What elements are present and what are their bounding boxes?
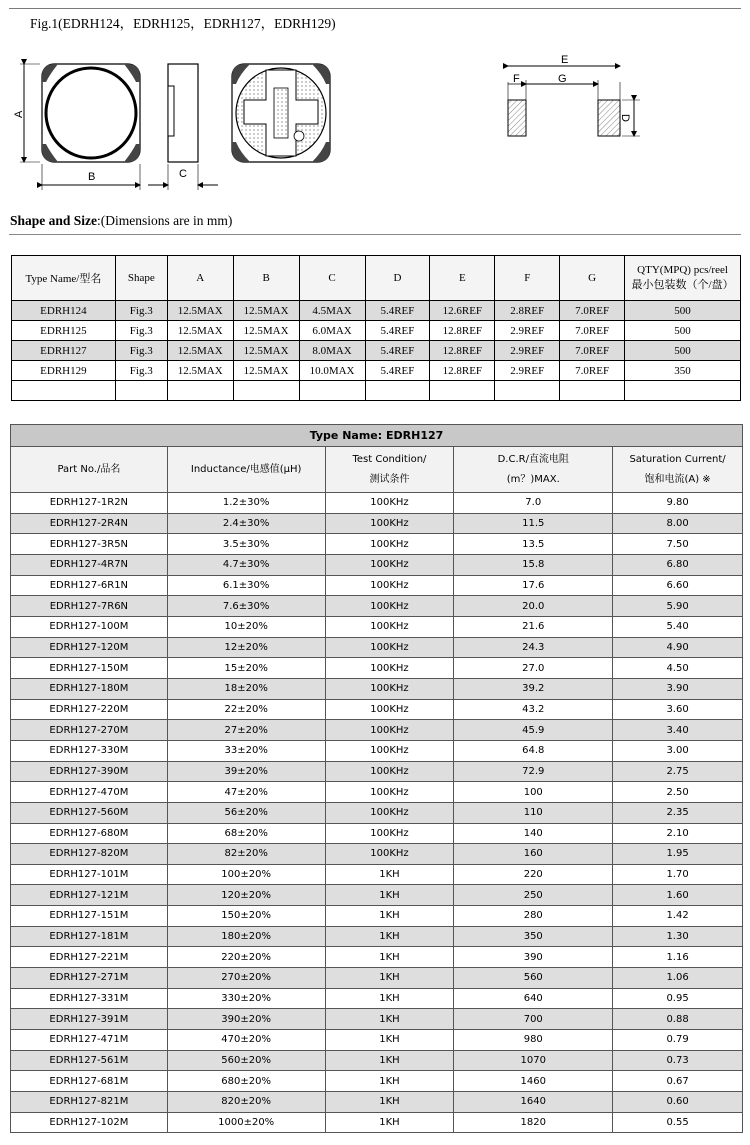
table-cell: 0.88 bbox=[613, 1009, 743, 1030]
table-cell: 3.60 bbox=[613, 699, 743, 720]
table-cell: 7.6±30% bbox=[167, 596, 325, 617]
table-cell: EDRH127-101M bbox=[11, 864, 168, 885]
table-cell: 24.3 bbox=[454, 637, 613, 658]
table-row bbox=[11, 720, 743, 741]
table-cell: 220±20% bbox=[167, 947, 325, 968]
header-type-name: Type Name/型名 bbox=[12, 256, 116, 301]
table-row bbox=[11, 968, 743, 989]
table-cell: 350 bbox=[625, 361, 741, 381]
dim-label-e: E bbox=[561, 54, 569, 66]
table-cell: 100KHz bbox=[325, 575, 454, 596]
header-g: G bbox=[560, 256, 625, 301]
table-cell: 12.5MAX bbox=[233, 301, 299, 321]
table-cell bbox=[495, 381, 560, 401]
table-cell: 250 bbox=[454, 885, 613, 906]
table-row bbox=[11, 637, 743, 658]
table-cell: EDRH127-330M bbox=[11, 740, 168, 761]
header-part-no: Part No./品名 bbox=[11, 447, 168, 493]
table-cell: 100KHz bbox=[325, 616, 454, 637]
table-cell: 7.0REF bbox=[560, 341, 625, 361]
table-cell: 13.5 bbox=[454, 534, 613, 555]
table-cell: EDRH127-180M bbox=[11, 678, 168, 699]
table-cell: 330±20% bbox=[167, 988, 325, 1009]
table-cell: 10±20% bbox=[167, 616, 325, 637]
table-cell: 390±20% bbox=[167, 1009, 325, 1030]
table-cell: 12.6REF bbox=[430, 301, 495, 321]
table-cell: 2.4±30% bbox=[167, 513, 325, 534]
table-cell: 17.6 bbox=[454, 575, 613, 596]
table-cell: 3.00 bbox=[613, 740, 743, 761]
header-a: A bbox=[167, 256, 233, 301]
table-row bbox=[11, 988, 743, 1009]
table-cell: 7.0REF bbox=[560, 361, 625, 381]
table-cell: 1460 bbox=[454, 1071, 613, 1092]
table-cell: Fig.3 bbox=[115, 361, 167, 381]
table-row bbox=[11, 802, 743, 823]
table-cell: EDRH127-1R2N bbox=[11, 493, 168, 514]
table-row bbox=[11, 761, 743, 782]
dim-label-a: A bbox=[13, 110, 25, 118]
table-row bbox=[11, 885, 743, 906]
table-cell: 5.4REF bbox=[365, 341, 430, 361]
table-cell: EDRH127-7R6N bbox=[11, 596, 168, 617]
table-cell: 100KHz bbox=[325, 493, 454, 514]
table-cell: EDRH127-561M bbox=[11, 1050, 168, 1071]
table-cell: EDRH125 bbox=[12, 321, 116, 341]
table-cell: EDRH127-271M bbox=[11, 968, 168, 989]
table-cell: 1.30 bbox=[613, 926, 743, 947]
table-cell: 5.4REF bbox=[365, 361, 430, 381]
table-row bbox=[11, 926, 743, 947]
dim-label-f: F bbox=[513, 73, 520, 85]
table-cell: EDRH127-681M bbox=[11, 1071, 168, 1092]
table-cell: EDRH127-121M bbox=[11, 885, 168, 906]
table-cell: 12.8REF bbox=[430, 321, 495, 341]
table-cell: 12.5MAX bbox=[233, 361, 299, 381]
spec-table-title: Type Name: EDRH127 bbox=[11, 425, 743, 447]
header-b: B bbox=[233, 256, 299, 301]
dim-label-b: B bbox=[88, 171, 96, 183]
table-cell: 150±20% bbox=[167, 906, 325, 927]
table-cell: 33±20% bbox=[167, 740, 325, 761]
table-cell: EDRH127-390M bbox=[11, 761, 168, 782]
table-cell: 10.0MAX bbox=[299, 361, 365, 381]
table-cell: 680±20% bbox=[167, 1071, 325, 1092]
table-cell: EDRH127-120M bbox=[11, 637, 168, 658]
dim-label-d: D bbox=[619, 114, 631, 122]
table-cell: EDRH127-100M bbox=[11, 616, 168, 637]
table-cell: EDRH127-471M bbox=[11, 1030, 168, 1051]
table-cell: 270±20% bbox=[167, 968, 325, 989]
inductor-drawings bbox=[0, 40, 750, 200]
table-cell: Fig.3 bbox=[115, 341, 167, 361]
table-cell: 1KH bbox=[325, 926, 454, 947]
table-row bbox=[11, 823, 743, 844]
table-cell: 1KH bbox=[325, 1030, 454, 1051]
table-cell: 3.90 bbox=[613, 678, 743, 699]
dimensions-table bbox=[11, 255, 741, 401]
table-cell: 12.8REF bbox=[430, 361, 495, 381]
bottom-view-drawing bbox=[232, 64, 330, 162]
table-cell: 160 bbox=[454, 844, 613, 865]
dim-label-g: G bbox=[558, 73, 567, 85]
table-cell: 1.42 bbox=[613, 906, 743, 927]
table-cell: EDRH129 bbox=[12, 361, 116, 381]
table-cell: 56±20% bbox=[167, 802, 325, 823]
table-row bbox=[11, 596, 743, 617]
table-cell: 20.0 bbox=[454, 596, 613, 617]
table-cell: 5.4REF bbox=[365, 321, 430, 341]
table-cell: EDRH127-150M bbox=[11, 658, 168, 679]
empty-row bbox=[12, 381, 741, 401]
table-cell: 12±20% bbox=[167, 637, 325, 658]
table-cell: EDRH127-181M bbox=[11, 926, 168, 947]
table-cell: 100KHz bbox=[325, 802, 454, 823]
table-cell: 2.50 bbox=[613, 782, 743, 803]
table-cell: 39±20% bbox=[167, 761, 325, 782]
table-cell: EDRH127-820M bbox=[11, 844, 168, 865]
top-view-drawing bbox=[20, 64, 140, 190]
table-cell: 39.2 bbox=[454, 678, 613, 699]
table-cell: 12.5MAX bbox=[167, 321, 233, 341]
table-row bbox=[12, 361, 741, 381]
table-row bbox=[11, 493, 743, 514]
table-cell: 4.90 bbox=[613, 637, 743, 658]
table-cell: EDRH127-270M bbox=[11, 720, 168, 741]
table-cell: 27.0 bbox=[454, 658, 613, 679]
table-cell: 100KHz bbox=[325, 823, 454, 844]
table-cell bbox=[299, 381, 365, 401]
table-cell: 100KHz bbox=[325, 554, 454, 575]
table-row bbox=[11, 1050, 743, 1071]
table-cell: EDRH127-331M bbox=[11, 988, 168, 1009]
table-cell: EDRH127-3R5N bbox=[11, 534, 168, 555]
table-row bbox=[11, 616, 743, 637]
table-cell: 110 bbox=[454, 802, 613, 823]
table-cell: EDRH127-470M bbox=[11, 782, 168, 803]
table-cell: 2.9REF bbox=[495, 361, 560, 381]
table-row bbox=[11, 699, 743, 720]
table-cell: 1000±20% bbox=[167, 1112, 325, 1133]
header-inductance: Inductance/电感值(μH) bbox=[167, 447, 325, 493]
table-cell: 100KHz bbox=[325, 720, 454, 741]
table-cell: 1KH bbox=[325, 1112, 454, 1133]
table-row bbox=[11, 534, 743, 555]
table-row bbox=[11, 1030, 743, 1051]
table-cell: 2.8REF bbox=[495, 301, 560, 321]
table-cell: 6.60 bbox=[613, 575, 743, 596]
table-cell: 12.5MAX bbox=[233, 321, 299, 341]
table-cell: 21.6 bbox=[454, 616, 613, 637]
table-cell: 140 bbox=[454, 823, 613, 844]
table-cell: 27±20% bbox=[167, 720, 325, 741]
shape-size-title: Shape and Size:(Dimensions are in mm) bbox=[10, 213, 233, 228]
header-saturation-current: Saturation Current/ 饱和电流(A) ※ bbox=[613, 447, 743, 493]
table-cell bbox=[233, 381, 299, 401]
table-row bbox=[11, 1112, 743, 1133]
table-cell: 2.35 bbox=[613, 802, 743, 823]
table-cell: 12.5MAX bbox=[233, 341, 299, 361]
table-cell: 0.55 bbox=[613, 1112, 743, 1133]
table-cell: EDRH127-151M bbox=[11, 906, 168, 927]
header-test-condition: Test Condition/ 测试条件 bbox=[325, 447, 454, 493]
table-cell: 82±20% bbox=[167, 844, 325, 865]
table-cell: 6.0MAX bbox=[299, 321, 365, 341]
dim-label-c: C bbox=[179, 168, 187, 180]
table-cell: 43.2 bbox=[454, 699, 613, 720]
table-cell: 47±20% bbox=[167, 782, 325, 803]
table-row bbox=[11, 1009, 743, 1030]
table-cell: EDRH127-102M bbox=[11, 1112, 168, 1133]
table-cell: 2.9REF bbox=[495, 321, 560, 341]
table-cell: EDRH124 bbox=[12, 301, 116, 321]
table-cell: 7.0 bbox=[454, 493, 613, 514]
table-cell: EDRH127-221M bbox=[11, 947, 168, 968]
table-cell: 350 bbox=[454, 926, 613, 947]
table-cell: 1KH bbox=[325, 947, 454, 968]
table-row bbox=[12, 341, 741, 361]
table-cell: 5.40 bbox=[613, 616, 743, 637]
table-row bbox=[11, 575, 743, 596]
table-cell: 0.73 bbox=[613, 1050, 743, 1071]
table-row bbox=[11, 947, 743, 968]
table-cell: 9.80 bbox=[613, 493, 743, 514]
table-cell: 22±20% bbox=[167, 699, 325, 720]
table-cell: 1KH bbox=[325, 885, 454, 906]
table-cell bbox=[12, 381, 116, 401]
table-cell: 500 bbox=[625, 341, 741, 361]
table-row bbox=[11, 1092, 743, 1113]
table-cell: 6.1±30% bbox=[167, 575, 325, 596]
table-cell: 560±20% bbox=[167, 1050, 325, 1071]
table-cell: 2.9REF bbox=[495, 341, 560, 361]
table-cell: 1KH bbox=[325, 1050, 454, 1071]
table-cell: 1070 bbox=[454, 1050, 613, 1071]
table-cell: 390 bbox=[454, 947, 613, 968]
table-cell: 72.9 bbox=[454, 761, 613, 782]
table-cell: 1.70 bbox=[613, 864, 743, 885]
table-cell: 3.5±30% bbox=[167, 534, 325, 555]
table-cell: 8.00 bbox=[613, 513, 743, 534]
table-row bbox=[12, 321, 741, 341]
table-cell: 5.90 bbox=[613, 596, 743, 617]
table-cell: 7.50 bbox=[613, 534, 743, 555]
table-cell: 100KHz bbox=[325, 637, 454, 658]
table-cell bbox=[167, 381, 233, 401]
table-cell: 470±20% bbox=[167, 1030, 325, 1051]
figure-title: Fig.1(EDRH124，EDRH125，EDRH127，EDRH129) bbox=[30, 16, 336, 31]
table-cell: 120±20% bbox=[167, 885, 325, 906]
table-cell bbox=[115, 381, 167, 401]
table-row bbox=[11, 844, 743, 865]
table-cell: 15±20% bbox=[167, 658, 325, 679]
table-cell: 280 bbox=[454, 906, 613, 927]
header-dcr: D.C.R/直流电阻 (m？)MAX. bbox=[454, 447, 613, 493]
table-cell: 4.7±30% bbox=[167, 554, 325, 575]
table-cell: EDRH127 bbox=[12, 341, 116, 361]
section-rule bbox=[9, 234, 741, 235]
table-cell: 500 bbox=[625, 321, 741, 341]
table-cell: 1.2±30% bbox=[167, 493, 325, 514]
table-cell: 1.06 bbox=[613, 968, 743, 989]
table-cell: 0.60 bbox=[613, 1092, 743, 1113]
table-cell: 980 bbox=[454, 1030, 613, 1051]
table-cell: 68±20% bbox=[167, 823, 325, 844]
table-cell: 1KH bbox=[325, 1009, 454, 1030]
table-cell: 3.40 bbox=[613, 720, 743, 741]
table-cell: 1KH bbox=[325, 1071, 454, 1092]
table-cell: 0.67 bbox=[613, 1071, 743, 1092]
table-cell: 640 bbox=[454, 988, 613, 1009]
table-row bbox=[11, 740, 743, 761]
table-cell: 6.80 bbox=[613, 554, 743, 575]
table-cell: 18±20% bbox=[167, 678, 325, 699]
table-cell: 1KH bbox=[325, 988, 454, 1009]
table-cell: 100KHz bbox=[325, 740, 454, 761]
table-cell: 820±20% bbox=[167, 1092, 325, 1113]
table-cell: 45.9 bbox=[454, 720, 613, 741]
table-row bbox=[11, 658, 743, 679]
table-cell: 100KHz bbox=[325, 782, 454, 803]
table-cell bbox=[560, 381, 625, 401]
table-cell: 100KHz bbox=[325, 844, 454, 865]
top-rule bbox=[9, 8, 741, 9]
table-cell: EDRH127-821M bbox=[11, 1092, 168, 1113]
table-cell: 4.50 bbox=[613, 658, 743, 679]
table-row bbox=[11, 864, 743, 885]
table-cell: 7.0REF bbox=[560, 321, 625, 341]
table-cell: 100KHz bbox=[325, 658, 454, 679]
header-qty: QTY(MPQ) pcs/reel 最小包装数（个/盘） bbox=[625, 256, 741, 301]
table-cell: 560 bbox=[454, 968, 613, 989]
table-cell: 100KHz bbox=[325, 761, 454, 782]
table-cell: Fig.3 bbox=[115, 301, 167, 321]
header-d: D bbox=[365, 256, 430, 301]
table-cell: 5.4REF bbox=[365, 301, 430, 321]
header-c: C bbox=[299, 256, 365, 301]
table-cell: 700 bbox=[454, 1009, 613, 1030]
table-cell: 12.5MAX bbox=[167, 361, 233, 381]
table-cell: 100KHz bbox=[325, 596, 454, 617]
table-row bbox=[11, 678, 743, 699]
table-cell: 12.8REF bbox=[430, 341, 495, 361]
table-cell: 1640 bbox=[454, 1092, 613, 1113]
table-cell: 12.5MAX bbox=[167, 301, 233, 321]
table-row bbox=[11, 1071, 743, 1092]
header-f: F bbox=[495, 256, 560, 301]
table-row bbox=[12, 301, 741, 321]
table-cell: 1KH bbox=[325, 906, 454, 927]
table-row bbox=[11, 513, 743, 534]
table-cell bbox=[430, 381, 495, 401]
table-cell: 0.95 bbox=[613, 988, 743, 1009]
table-cell: 8.0MAX bbox=[299, 341, 365, 361]
table-cell: 64.8 bbox=[454, 740, 613, 761]
table-cell: 0.79 bbox=[613, 1030, 743, 1051]
table-cell: 15.8 bbox=[454, 554, 613, 575]
table-cell: 1KH bbox=[325, 968, 454, 989]
table-row bbox=[11, 554, 743, 575]
table-cell bbox=[625, 381, 741, 401]
table-cell: 11.5 bbox=[454, 513, 613, 534]
table-cell: Fig.3 bbox=[115, 321, 167, 341]
table-row bbox=[11, 906, 743, 927]
table-cell: 1KH bbox=[325, 864, 454, 885]
table-cell: 12.5MAX bbox=[167, 341, 233, 361]
table-cell: 1.95 bbox=[613, 844, 743, 865]
table-cell: 220 bbox=[454, 864, 613, 885]
table-cell: 100KHz bbox=[325, 513, 454, 534]
spec-table bbox=[10, 424, 743, 1133]
table-cell: 100KHz bbox=[325, 534, 454, 555]
land-pattern-drawing bbox=[508, 66, 640, 136]
table-row bbox=[11, 782, 743, 803]
table-cell: 100±20% bbox=[167, 864, 325, 885]
table-cell: 4.5MAX bbox=[299, 301, 365, 321]
table-cell: 500 bbox=[625, 301, 741, 321]
header-shape: Shape bbox=[115, 256, 167, 301]
table-cell: EDRH127-6R1N bbox=[11, 575, 168, 596]
table-cell: 1KH bbox=[325, 1092, 454, 1113]
table-cell: EDRH127-560M bbox=[11, 802, 168, 823]
header-e: E bbox=[430, 256, 495, 301]
table-cell: 100KHz bbox=[325, 699, 454, 720]
table-cell: EDRH127-220M bbox=[11, 699, 168, 720]
table-cell: 100KHz bbox=[325, 678, 454, 699]
table-cell: 100 bbox=[454, 782, 613, 803]
table-cell: 2.75 bbox=[613, 761, 743, 782]
table-cell: EDRH127-391M bbox=[11, 1009, 168, 1030]
table-cell: 2.10 bbox=[613, 823, 743, 844]
table-cell: 180±20% bbox=[167, 926, 325, 947]
table-cell: EDRH127-680M bbox=[11, 823, 168, 844]
table-cell: 7.0REF bbox=[560, 301, 625, 321]
table-cell: EDRH127-2R4N bbox=[11, 513, 168, 534]
table-cell bbox=[365, 381, 430, 401]
table-cell: EDRH127-4R7N bbox=[11, 554, 168, 575]
table-cell: 1.16 bbox=[613, 947, 743, 968]
table-cell: 1.60 bbox=[613, 885, 743, 906]
table-cell: 1820 bbox=[454, 1112, 613, 1133]
